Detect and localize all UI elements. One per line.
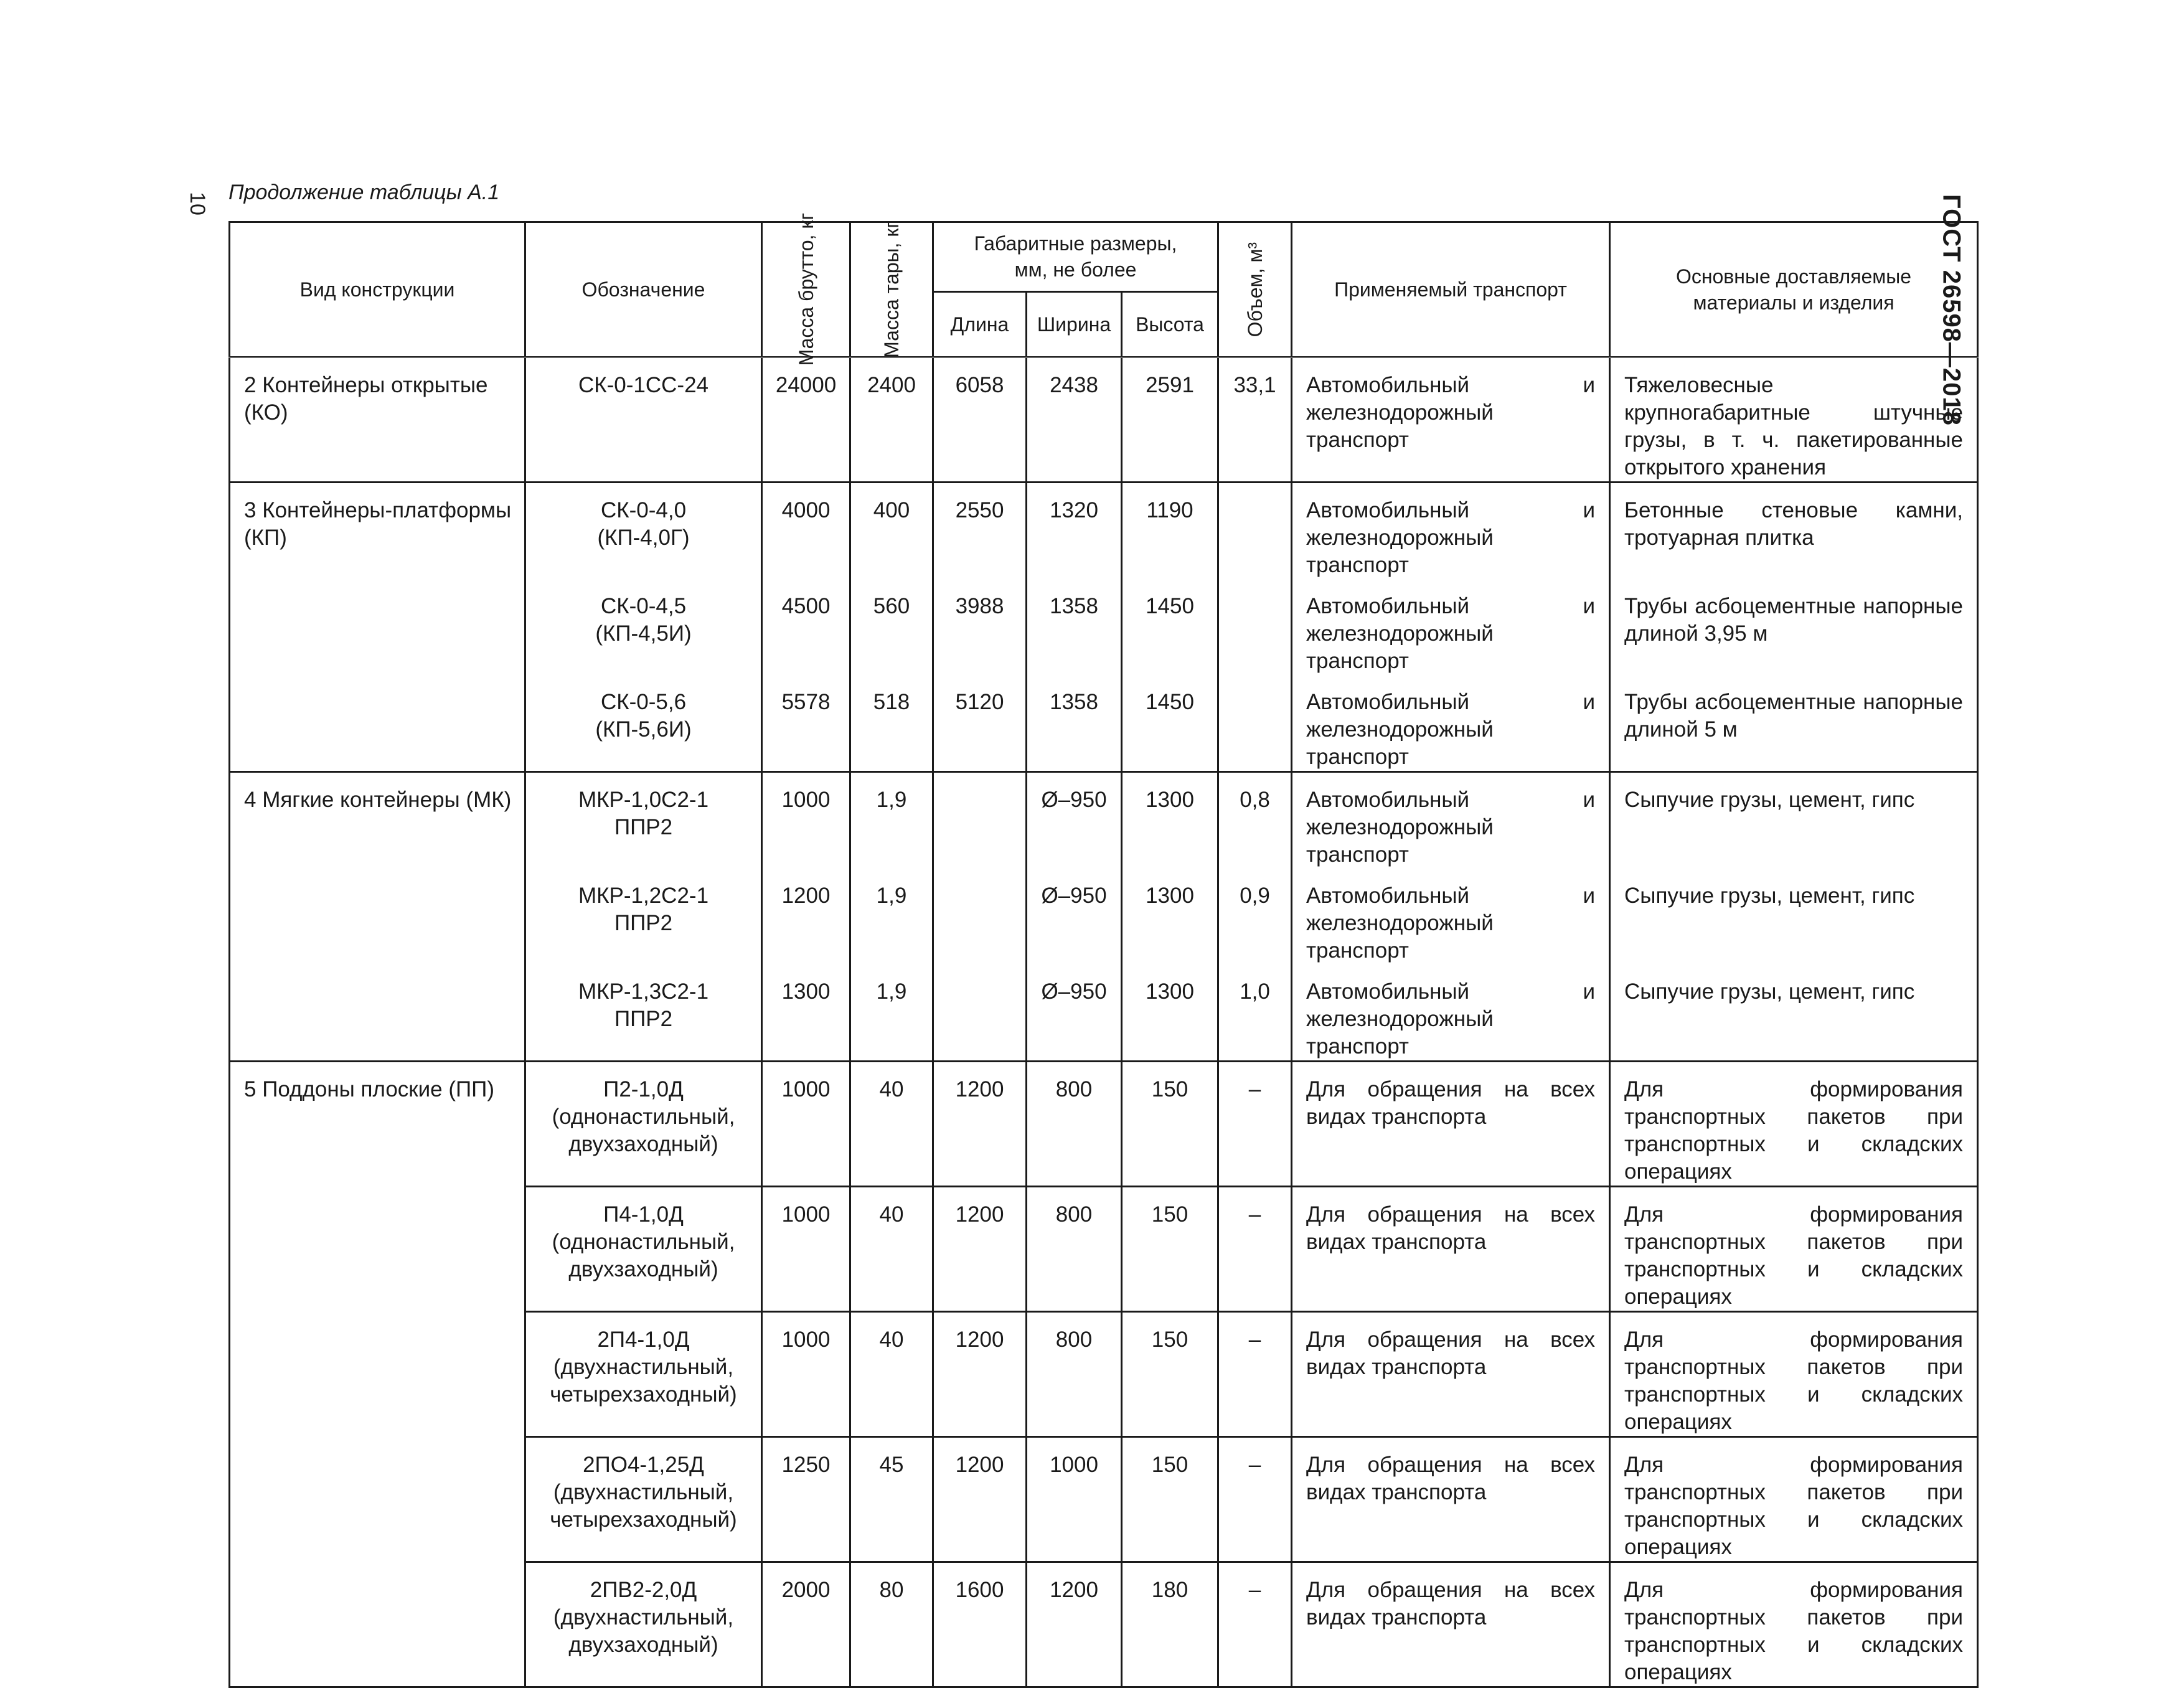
cell-designation <box>525 1187 762 1312</box>
header-width: Ширина <box>1027 291 1122 357</box>
cell-volume <box>1218 483 1292 580</box>
cell-designation <box>525 772 762 869</box>
cell-width: Ø–950 <box>1027 772 1122 869</box>
header-length: Длина <box>933 291 1027 357</box>
cell-transport: Для обращения на всех видах транспорта <box>1292 1437 1610 1562</box>
cell-tare-mass: 2400 <box>850 357 933 483</box>
header-gross-mass: Масса брутто, кг <box>762 222 850 357</box>
header-tare-mass: Масса тары, кг <box>850 222 933 357</box>
cell-designation <box>525 964 762 1062</box>
cell-gross-mass: 5578 <box>762 675 850 772</box>
cell-tare-mass: 518 <box>850 675 933 772</box>
designation-line: (КП-4,5И) <box>595 621 692 646</box>
designation-line: СК-0-4,5 <box>600 594 687 618</box>
designation-line: ППР2 <box>614 1007 673 1031</box>
cell-height: 1300 <box>1122 869 1218 964</box>
designation-line: (двухнастильный, <box>553 1605 734 1629</box>
cell-gross-mass: 2000 <box>762 1562 850 1687</box>
designation-line: (однонастильный, <box>552 1105 735 1129</box>
cell-materials: Бетонные стеновые камни, тротуарная плитка <box>1610 483 1978 580</box>
cell-volume <box>1218 579 1292 675</box>
designation-line: 2П4-1,0Д <box>597 1327 690 1352</box>
cell-transport: Для обращения на всех видах транспорта <box>1292 1062 1610 1187</box>
designation-line: МКР-1,0С2-1 <box>578 788 709 812</box>
cell-height: 1300 <box>1122 772 1218 869</box>
cell-gross-mass: 1200 <box>762 869 850 964</box>
cell-tare-mass: 1,9 <box>850 964 933 1062</box>
header-transport: Применяемый транспорт <box>1292 222 1610 357</box>
cell-transport: Автомобильный и железнодорожный транспорт <box>1292 964 1610 1062</box>
cell-materials: Сыпучие грузы, цемент, гипс <box>1610 772 1978 869</box>
cell-height: 1190 <box>1122 483 1218 580</box>
cell-kind: 3 Контейнеры-платформы (КП) <box>230 483 525 772</box>
cell-gross-mass: 1000 <box>762 1187 850 1312</box>
cell-volume: 1,0 <box>1218 964 1292 1062</box>
cell-width: 1200 <box>1027 1562 1122 1687</box>
table-row <box>230 1062 1978 1187</box>
cell-gross-mass: 1300 <box>762 964 850 1062</box>
cell-width: 800 <box>1027 1187 1122 1312</box>
cell-kind: 4 Мягкие контейнеры (МК) <box>230 772 525 1062</box>
cell-volume: – <box>1218 1062 1292 1187</box>
cell-transport: Автомобильный и железнодорожный транспорт <box>1292 357 1610 483</box>
cell-length <box>933 964 1027 1062</box>
specs-table <box>228 213 1979 1688</box>
cell-materials: Для формирования транспортных пакетов при транспортных и складских операциях <box>1610 1187 1978 1312</box>
cell-width: 1358 <box>1027 579 1122 675</box>
designation-line: двухзаходный) <box>568 1633 718 1657</box>
cell-tare-mass: 40 <box>850 1312 933 1437</box>
designation-line: СК-0-4,0 <box>600 498 687 522</box>
cell-gross-mass: 1250 <box>762 1437 850 1562</box>
cell-designation <box>525 579 762 675</box>
designation-line: П4-1,0Д <box>603 1202 684 1227</box>
cell-designation <box>525 357 762 483</box>
cell-length: 2550 <box>933 483 1027 580</box>
cell-height: 1300 <box>1122 964 1218 1062</box>
cell-volume: – <box>1218 1562 1292 1687</box>
header-dimensions: Габаритные размеры, мм, не более <box>933 222 1218 292</box>
cell-length: 1600 <box>933 1562 1027 1687</box>
designation-line: (КП-4,0Г) <box>597 526 690 550</box>
cell-materials: Для формирования транспортных пакетов при транспортных и складских операциях <box>1610 1437 1978 1562</box>
cell-width: 800 <box>1027 1062 1122 1187</box>
cell-width: 1358 <box>1027 675 1122 772</box>
designation-line: ППР2 <box>614 911 673 935</box>
cell-height: 180 <box>1122 1562 1218 1687</box>
cell-tare-mass: 1,9 <box>850 869 933 964</box>
cell-height: 150 <box>1122 1187 1218 1312</box>
cell-materials: Сыпучие грузы, цемент, гипс <box>1610 869 1978 964</box>
cell-materials: Трубы асбоцементные напорные длиной 3,95 м <box>1610 579 1978 675</box>
cell-length: 1200 <box>933 1437 1027 1562</box>
cell-height: 150 <box>1122 1312 1218 1437</box>
cell-tare-mass: 560 <box>850 579 933 675</box>
designation-line: ППР2 <box>614 815 673 839</box>
cell-kind: 2 Контейнеры открытые (КО) <box>230 357 525 483</box>
header-materials: Основные доставляемые материалы и изделия <box>1610 222 1978 357</box>
cell-volume: 33,1 <box>1218 357 1292 483</box>
designation-line: МКР-1,2С2-1 <box>578 884 709 908</box>
cell-transport: Автомобильный и железнодорожный транспорт <box>1292 483 1610 580</box>
cell-designation <box>525 1062 762 1187</box>
cell-transport: Для обращения на всех видах транспорта <box>1292 1312 1610 1437</box>
designation-line: 2ПВ2-2,0Д <box>590 1578 697 1602</box>
cell-length <box>933 869 1027 964</box>
cell-height: 2591 <box>1122 357 1218 483</box>
cell-materials: Трубы асбоцементные напорные длиной 5 м <box>1610 675 1978 772</box>
table-row <box>230 483 1978 580</box>
cell-length: 1200 <box>933 1062 1027 1187</box>
cell-kind: 5 Поддоны плоские (ПП) <box>230 1062 525 1687</box>
designation-line: (двухнастильный, <box>553 1355 734 1379</box>
cell-width: Ø–950 <box>1027 869 1122 964</box>
designation-line: (КП-5,6И) <box>595 717 692 742</box>
cell-tare-mass: 40 <box>850 1062 933 1187</box>
cell-length: 1200 <box>933 1312 1027 1437</box>
cell-length: 1200 <box>933 1187 1027 1312</box>
header-kind: Вид конструкции <box>230 222 525 357</box>
cell-width: 1000 <box>1027 1437 1122 1562</box>
designation-line: (двухнастильный, <box>553 1480 734 1504</box>
cell-volume <box>1218 675 1292 772</box>
cell-materials: Для формирования транспортных пакетов при транспортных и складских операциях <box>1610 1562 1978 1687</box>
cell-volume: 0,9 <box>1218 869 1292 964</box>
cell-transport: Автомобильный и железнодорожный транспорт <box>1292 579 1610 675</box>
cell-designation <box>525 483 762 580</box>
cell-gross-mass: 4500 <box>762 579 850 675</box>
designation-line: двухзаходный) <box>568 1132 718 1156</box>
cell-tare-mass: 45 <box>850 1437 933 1562</box>
designation-line: СК-0-1СС-24 <box>578 373 709 397</box>
table-caption: Продолжение таблицы А.1 <box>228 181 500 204</box>
cell-tare-mass: 400 <box>850 483 933 580</box>
table-row <box>230 772 1978 869</box>
cell-designation <box>525 1562 762 1687</box>
cell-materials: Сыпучие грузы, цемент, гипс <box>1610 964 1978 1062</box>
cell-gross-mass: 1000 <box>762 772 850 869</box>
page-number: 10 <box>186 192 209 215</box>
cell-length: 3988 <box>933 579 1027 675</box>
cell-gross-mass: 1000 <box>762 1312 850 1437</box>
header-height: Высота <box>1122 291 1218 357</box>
header-volume: Объем, м³ <box>1218 222 1292 357</box>
cell-designation <box>525 869 762 964</box>
cell-height: 150 <box>1122 1437 1218 1562</box>
cell-volume: – <box>1218 1437 1292 1562</box>
cell-tare-mass: 40 <box>850 1187 933 1312</box>
designation-line: четырехзаходный) <box>550 1507 737 1532</box>
cell-width: 800 <box>1027 1312 1122 1437</box>
cell-transport: Для обращения на всех видах транспорта <box>1292 1187 1610 1312</box>
standard-title: ГОСТ 26598—2018 <box>1937 194 1965 426</box>
designation-line: СК-0-5,6 <box>600 690 687 714</box>
cell-tare-mass: 1,9 <box>850 772 933 869</box>
cell-transport: Автомобильный и железнодорожный транспорт <box>1292 772 1610 869</box>
header-designation: Обозначение <box>525 222 762 357</box>
cell-width: 2438 <box>1027 357 1122 483</box>
cell-tare-mass: 80 <box>850 1562 933 1687</box>
cell-materials: Тяжеловесные крупногабаритные штучные грузы, в т. ч. пакетированные открытого хранения <box>1610 357 1978 483</box>
cell-designation <box>525 1312 762 1437</box>
cell-gross-mass: 1000 <box>762 1062 850 1187</box>
designation-line: 2ПО4-1,25Д <box>583 1453 704 1477</box>
cell-designation <box>525 1437 762 1562</box>
cell-length: 6058 <box>933 357 1027 483</box>
cell-transport: Для обращения на всех видах транспорта <box>1292 1562 1610 1687</box>
designation-line: МКР-1,3С2-1 <box>578 979 709 1004</box>
cell-materials: Для формирования транспортных пакетов при транспортных и складских операциях <box>1610 1062 1978 1187</box>
cell-transport: Автомобильный и железнодорожный транспорт <box>1292 869 1610 964</box>
cell-volume: 0,8 <box>1218 772 1292 869</box>
cell-gross-mass: 4000 <box>762 483 850 580</box>
cell-volume: – <box>1218 1312 1292 1437</box>
designation-line: двухзаходный) <box>568 1257 718 1281</box>
cell-transport: Автомобильный и железнодорожный транспорт <box>1292 675 1610 772</box>
cell-height: 1450 <box>1122 579 1218 675</box>
designation-line: (однонастильный, <box>552 1230 735 1254</box>
cell-width: 1320 <box>1027 483 1122 580</box>
cell-volume: – <box>1218 1187 1292 1312</box>
designation-line: П2-1,0Д <box>603 1077 684 1101</box>
cell-width: Ø–950 <box>1027 964 1122 1062</box>
cell-length <box>933 772 1027 869</box>
cell-materials: Для формирования транспортных пакетов при транспортных и складских операциях <box>1610 1312 1978 1437</box>
cell-height: 1450 <box>1122 675 1218 772</box>
table-body <box>230 357 1978 1687</box>
cell-designation <box>525 675 762 772</box>
cell-height: 150 <box>1122 1062 1218 1187</box>
cell-gross-mass: 24000 <box>762 357 850 483</box>
designation-line: четырехзаходный) <box>550 1382 737 1407</box>
table-row <box>230 357 1978 483</box>
cell-length: 5120 <box>933 675 1027 772</box>
